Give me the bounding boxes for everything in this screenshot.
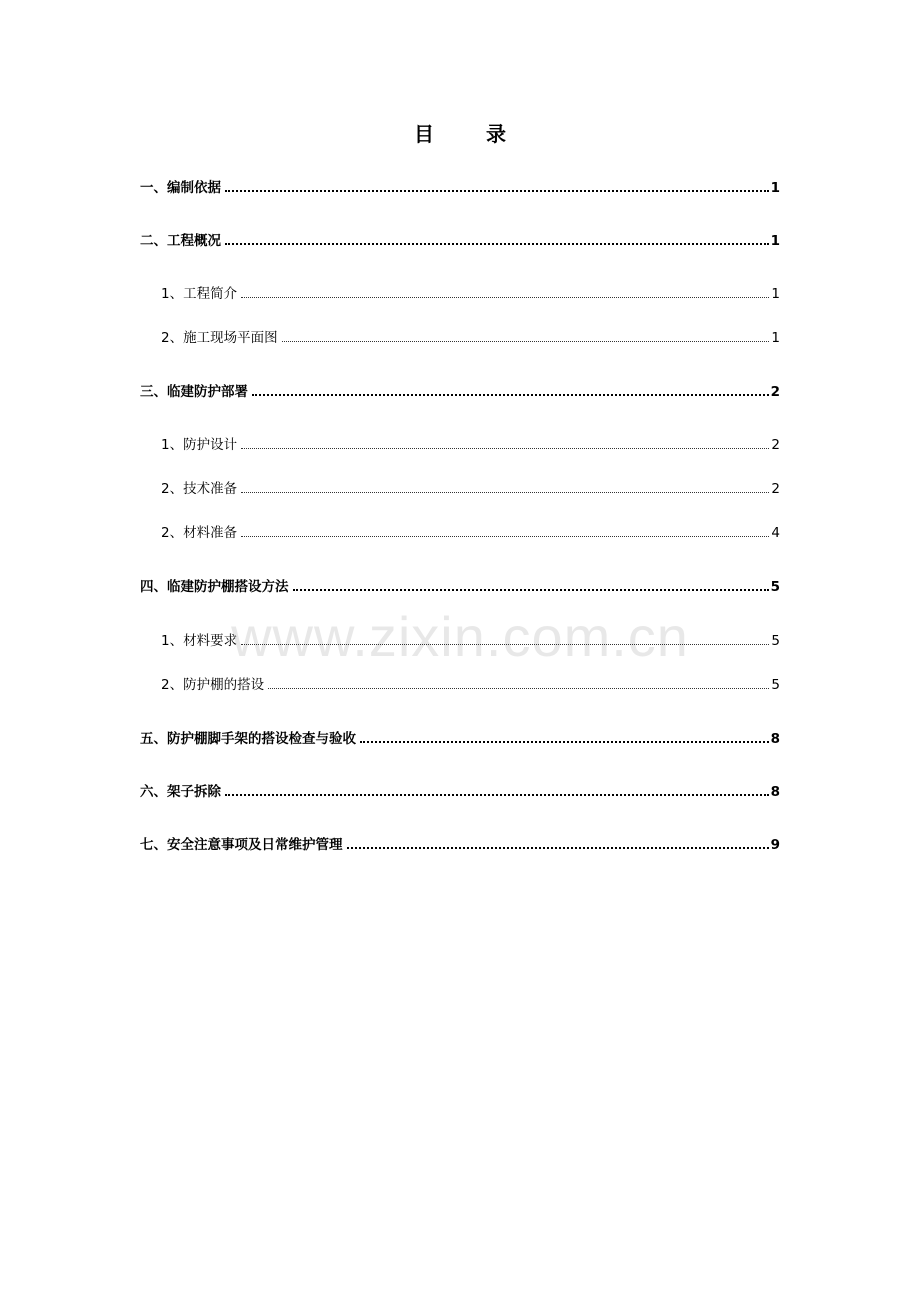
toc-entry-2[interactable] [140, 231, 780, 251]
dot-leader [293, 588, 769, 591]
toc-entry-label: 七、安全注意事项及日常维护管理 [140, 837, 343, 853]
dot-leader [252, 393, 769, 396]
toc-entry-label: 2、技术准备 [161, 481, 238, 497]
toc-entry-page: 1 [770, 233, 780, 249]
toc-entry-1[interactable] [140, 178, 780, 198]
toc-entry-page: 1 [770, 180, 780, 196]
toc-entry-label: 二、工程概况 [140, 233, 221, 249]
toc-entry-page: 1 [771, 330, 780, 346]
toc-title [0, 118, 920, 147]
toc-entry-2-1[interactable] [161, 284, 780, 304]
dot-leader [241, 491, 769, 493]
toc-entry-2-2[interactable] [161, 328, 780, 348]
toc-entry-7[interactable] [140, 835, 780, 855]
toc-entry-label: 五、防护棚脚手架的搭设检查与验收 [140, 731, 356, 747]
dot-leader [225, 793, 769, 796]
dot-leader [241, 535, 769, 537]
watermark: www.zixin.com.cn [231, 605, 689, 668]
toc-entry-label: 2、材料准备 [161, 525, 238, 541]
toc-entry-4-1[interactable] [161, 631, 780, 651]
toc-entry-label: 三、临建防护部署 [140, 384, 248, 400]
toc-entry-page: 5 [771, 677, 780, 693]
dot-leader [225, 242, 769, 245]
toc-entry-label: 1、防护设计 [161, 437, 238, 453]
toc-entry-page: 8 [770, 784, 780, 800]
dot-leader [241, 643, 769, 645]
toc-entry-page: 5 [770, 579, 780, 595]
toc-entry-label: 1、材料要求 [161, 633, 238, 649]
dot-leader [241, 447, 769, 449]
toc-entry-6[interactable] [140, 782, 780, 802]
dot-leader [347, 846, 769, 849]
toc-entry-5[interactable] [140, 729, 780, 749]
toc-entry-label: 2、防护棚的搭设 [161, 677, 265, 693]
toc-entry-page: 1 [771, 286, 780, 302]
toc-entry-3[interactable] [140, 382, 780, 402]
toc-entry-page: 5 [771, 633, 780, 649]
toc-entry-page: 2 [771, 481, 780, 497]
toc-title-part2: 录 [486, 122, 506, 146]
toc-entry-label: 六、架子拆除 [140, 784, 221, 800]
toc-entry-label: 一、编制依据 [140, 180, 221, 196]
toc-title-part1: 目 [414, 122, 434, 146]
toc-entry-page: 4 [771, 525, 780, 541]
toc-entry-page: 2 [771, 437, 780, 453]
toc-entry-3-1[interactable] [161, 435, 780, 455]
dot-leader [282, 340, 770, 342]
toc-entry-page: 9 [770, 837, 780, 853]
dot-leader [360, 740, 769, 743]
dot-leader [225, 189, 769, 192]
toc-entry-page: 2 [770, 384, 780, 400]
toc-entry-3-2[interactable] [161, 479, 780, 499]
toc-entry-page: 8 [770, 731, 780, 747]
toc-entry-4-2[interactable] [161, 675, 780, 695]
dot-leader [241, 296, 769, 298]
toc-entry-label: 四、临建防护棚搭设方法 [140, 579, 289, 595]
toc-entry-4[interactable] [140, 577, 780, 597]
toc-entry-label: 2、施工现场平面图 [161, 330, 278, 346]
dot-leader [268, 687, 769, 689]
toc-entry-label: 1、工程简介 [161, 286, 238, 302]
toc-entry-3-3[interactable] [161, 523, 780, 543]
